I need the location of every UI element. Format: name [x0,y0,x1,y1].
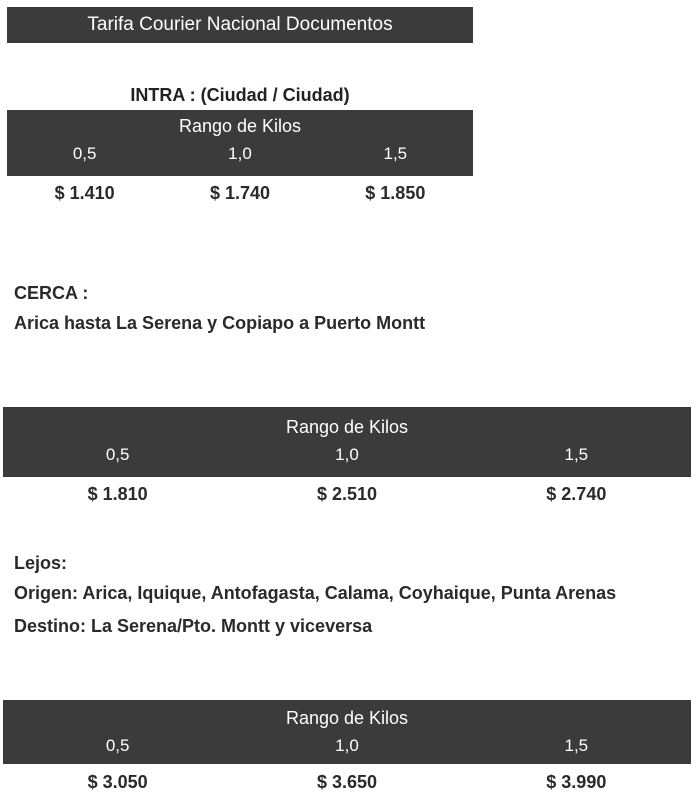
weight-column: 1,5 [564,736,589,755]
price-cell: $ 2.740 [546,484,607,504]
weight-column: 1,5 [383,144,408,163]
lejos-section [14,548,654,641]
cerca-rate-table [3,407,691,505]
price-cell: $ 1.810 [87,484,148,504]
cerca-heading: CERCA : [14,283,89,303]
price-cell: $ 3.990 [546,772,607,792]
table-header [3,407,691,477]
lejos-rate-table [3,700,691,793]
price-cell: $ 1.740 [209,183,271,203]
weight-column: 0,5 [72,144,97,163]
range-label: Rango de Kilos [285,708,409,728]
lejos-destination: Destino: La Serena/Pto. Montt y viceversa [14,616,373,636]
range-label: Rango de Kilos [178,116,302,136]
weight-column: 1,0 [228,144,252,163]
intra-label: INTRA : (Ciudad / Ciudad) [130,85,350,105]
price-cell: $ 1.410 [54,183,115,203]
weight-column: 1,5 [564,445,589,464]
price-cell: $ 3.650 [316,772,378,792]
lejos-origin: Origen: Arica, Iquique, Antofagasta, Calama, Coyhaique, Punta Arenas [14,583,617,603]
weight-column: 1,0 [335,736,359,755]
weight-column: 0,5 [105,445,130,464]
weight-column: 1,0 [335,445,359,464]
intra-rate-table [7,110,473,204]
price-cell: $ 3.050 [87,772,148,792]
table-header [3,700,691,764]
range-label: Rango de Kilos [285,417,409,437]
cerca-section [14,278,434,338]
table-header [7,110,473,176]
weight-column: 0,5 [105,736,130,755]
cerca-description: Arica hasta La Serena y Copiapo a Puerto Montt [14,313,426,333]
price-cell: $ 1.850 [365,183,426,203]
lejos-heading: Lejos: [14,553,68,573]
page-title: Tarifa Courier Nacional Documentos [7,7,473,43]
price-cell: $ 2.510 [316,484,378,504]
